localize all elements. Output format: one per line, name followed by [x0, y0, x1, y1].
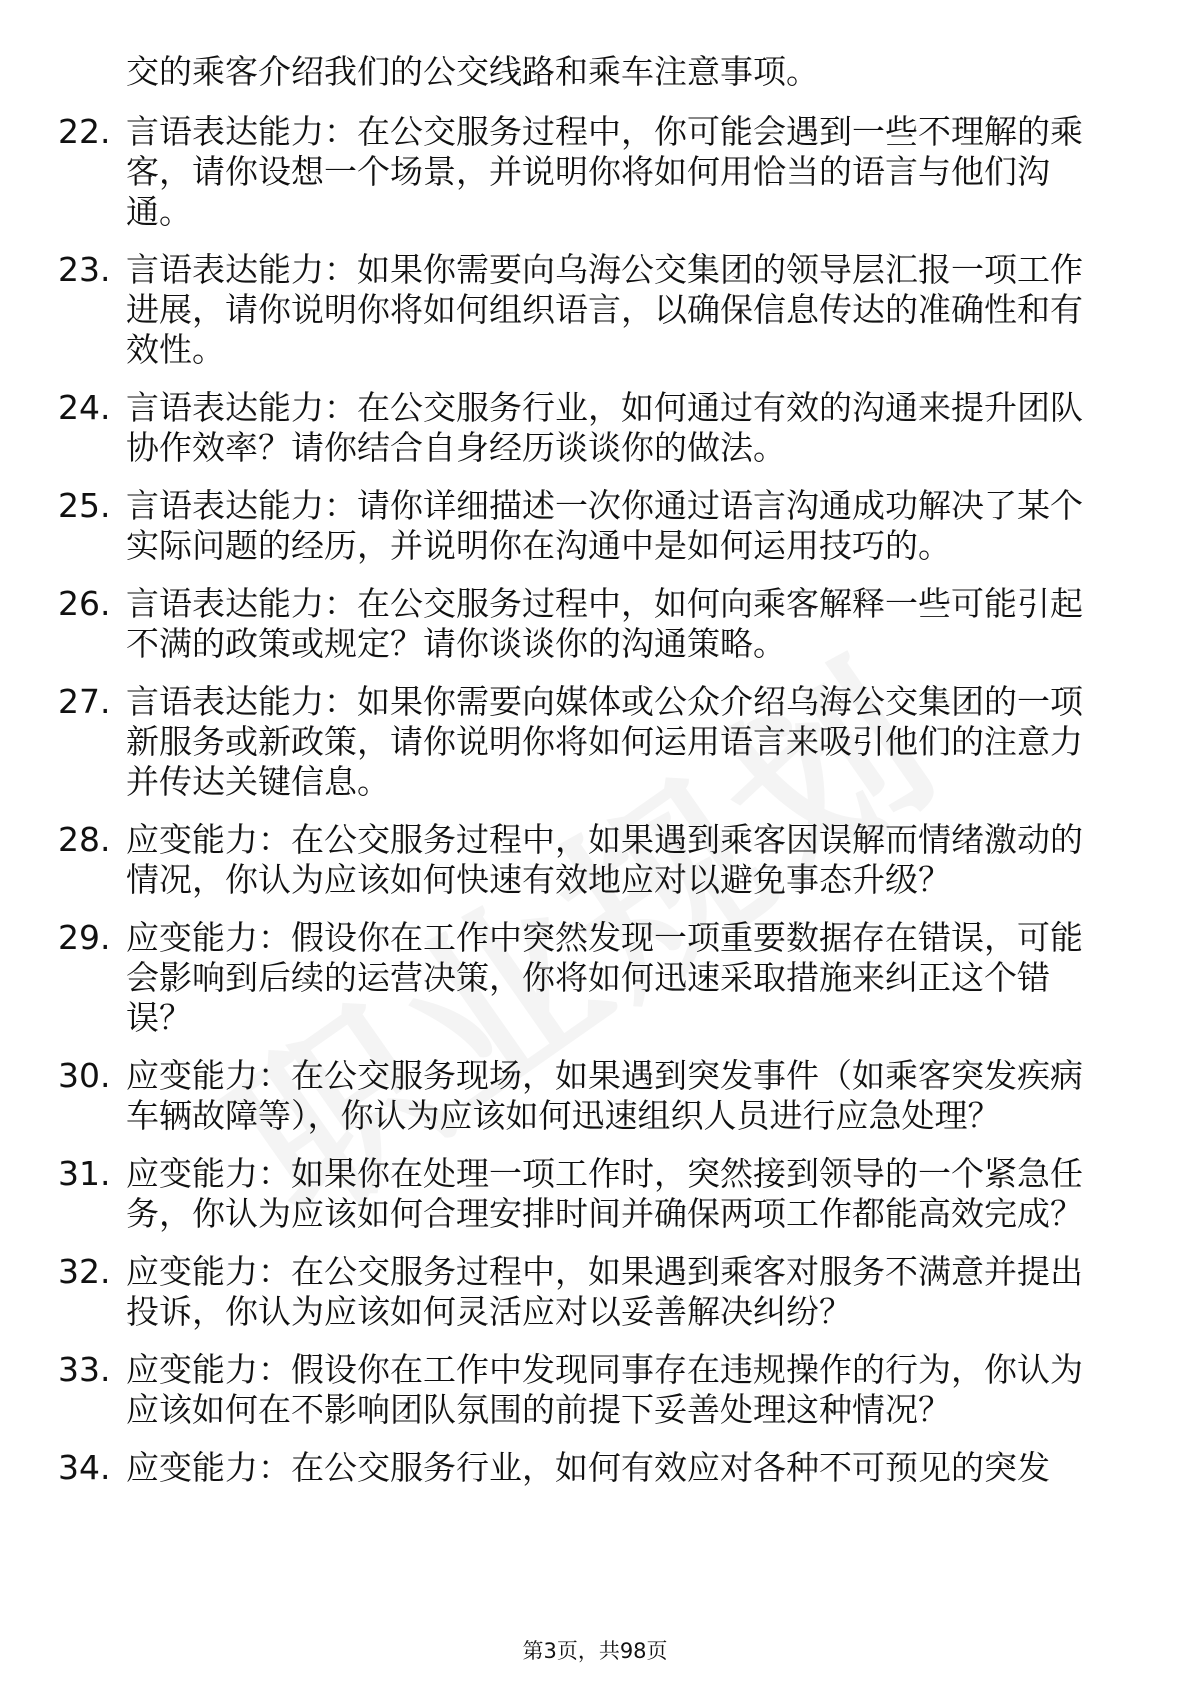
item-text: 应变能力：假设你在工作中发现同事存在违规操作的行为，你认为应该如何在不影响团队氛围的前提下妥善处理这种情况？ — [126, 1350, 1083, 1429]
item-text: 应变能力：假设你在工作中突然发现一项重要数据存在错误，可能会影响到后续的运营决策，你将如何迅速采取措施来纠正这个错误？ — [126, 918, 1083, 1037]
question-list — [0, 112, 1190, 1506]
item-text: 应变能力：在公交服务过程中，如果遇到乘客对服务不满意并提出投诉，你认为应该如何灵活应对以妥善解决纠纷？ — [126, 1252, 1083, 1331]
list-item — [0, 1056, 1190, 1136]
list-item — [0, 682, 1190, 802]
item-number: 26. — [58, 584, 111, 623]
item-number: 27. — [58, 682, 111, 721]
item-text: 应变能力：如果你在处理一项工作时，突然接到领导的一个紧急任务，你认为应该如何合理安排时间并确保两项工作都能高效完成？ — [126, 1154, 1083, 1233]
list-item — [0, 112, 1190, 232]
item-number: 30. — [58, 1056, 111, 1095]
item-number: 29. — [58, 918, 111, 957]
item-number: 28. — [58, 820, 111, 859]
item-number: 33. — [58, 1350, 111, 1389]
item-text: 言语表达能力：如果你需要向乌海公交集团的领导层汇报一项工作进展，请你说明你将如何组织语言，以确保信息传达的准确性和有效性。 — [126, 250, 1083, 369]
list-item — [0, 388, 1190, 468]
item-text: 言语表达能力：请你详细描述一次你通过语言沟通成功解决了某个实际问题的经历，并说明你在沟通中是如何运用技巧的。 — [126, 486, 1083, 565]
continuation-text: 交的乘客介绍我们的公交线路和乘车注意事项。 — [126, 52, 819, 91]
list-item — [0, 820, 1190, 900]
item-number: 32. — [58, 1252, 111, 1291]
item-number: 31. — [58, 1154, 111, 1193]
item-number: 25. — [58, 486, 111, 525]
item-text: 应变能力：在公交服务行业，如何有效应对各种不可预见的突发 — [126, 1448, 1050, 1487]
list-item — [0, 1252, 1190, 1332]
list-item — [0, 486, 1190, 566]
item-text: 言语表达能力：在公交服务行业，如何通过有效的沟通来提升团队协作效率？请你结合自身经历谈谈你的做法。 — [126, 388, 1083, 467]
list-item — [0, 1448, 1190, 1488]
item-text: 应变能力：在公交服务过程中，如果遇到乘客因误解而情绪激动的情况，你认为应该如何快速有效地应对以避免事态升级？ — [126, 820, 1083, 899]
item-number: 23. — [58, 250, 111, 289]
item-number: 22. — [58, 112, 111, 151]
item-text: 言语表达能力：如果你需要向媒体或公众介绍乌海公交集团的一项新服务或新政策，请你说明你将如何运用语言来吸引他们的注意力并传达关键信息。 — [126, 682, 1083, 801]
page-footer: 第3页，共98页 — [522, 1639, 668, 1663]
item-number: 24. — [58, 388, 111, 427]
list-item — [0, 1350, 1190, 1430]
item-number: 34. — [58, 1448, 111, 1487]
item-text: 言语表达能力：在公交服务过程中，如何向乘客解释一些可能引起不满的政策或规定？请你谈谈你的沟通策略。 — [126, 584, 1083, 663]
item-text: 应变能力：在公交服务现场，如果遇到突发事件（如乘客突发疾病车辆故障等），你认为应该如何迅速组织人员进行应急处理？ — [126, 1056, 1083, 1135]
list-item — [0, 584, 1190, 664]
list-item — [0, 918, 1190, 1038]
list-item — [0, 250, 1190, 370]
item-text: 言语表达能力：在公交服务过程中，你可能会遇到一些不理解的乘客，请你设想一个场景，并说明你将如何用恰当的语言与他们沟通。 — [126, 112, 1083, 231]
list-item — [0, 1154, 1190, 1234]
